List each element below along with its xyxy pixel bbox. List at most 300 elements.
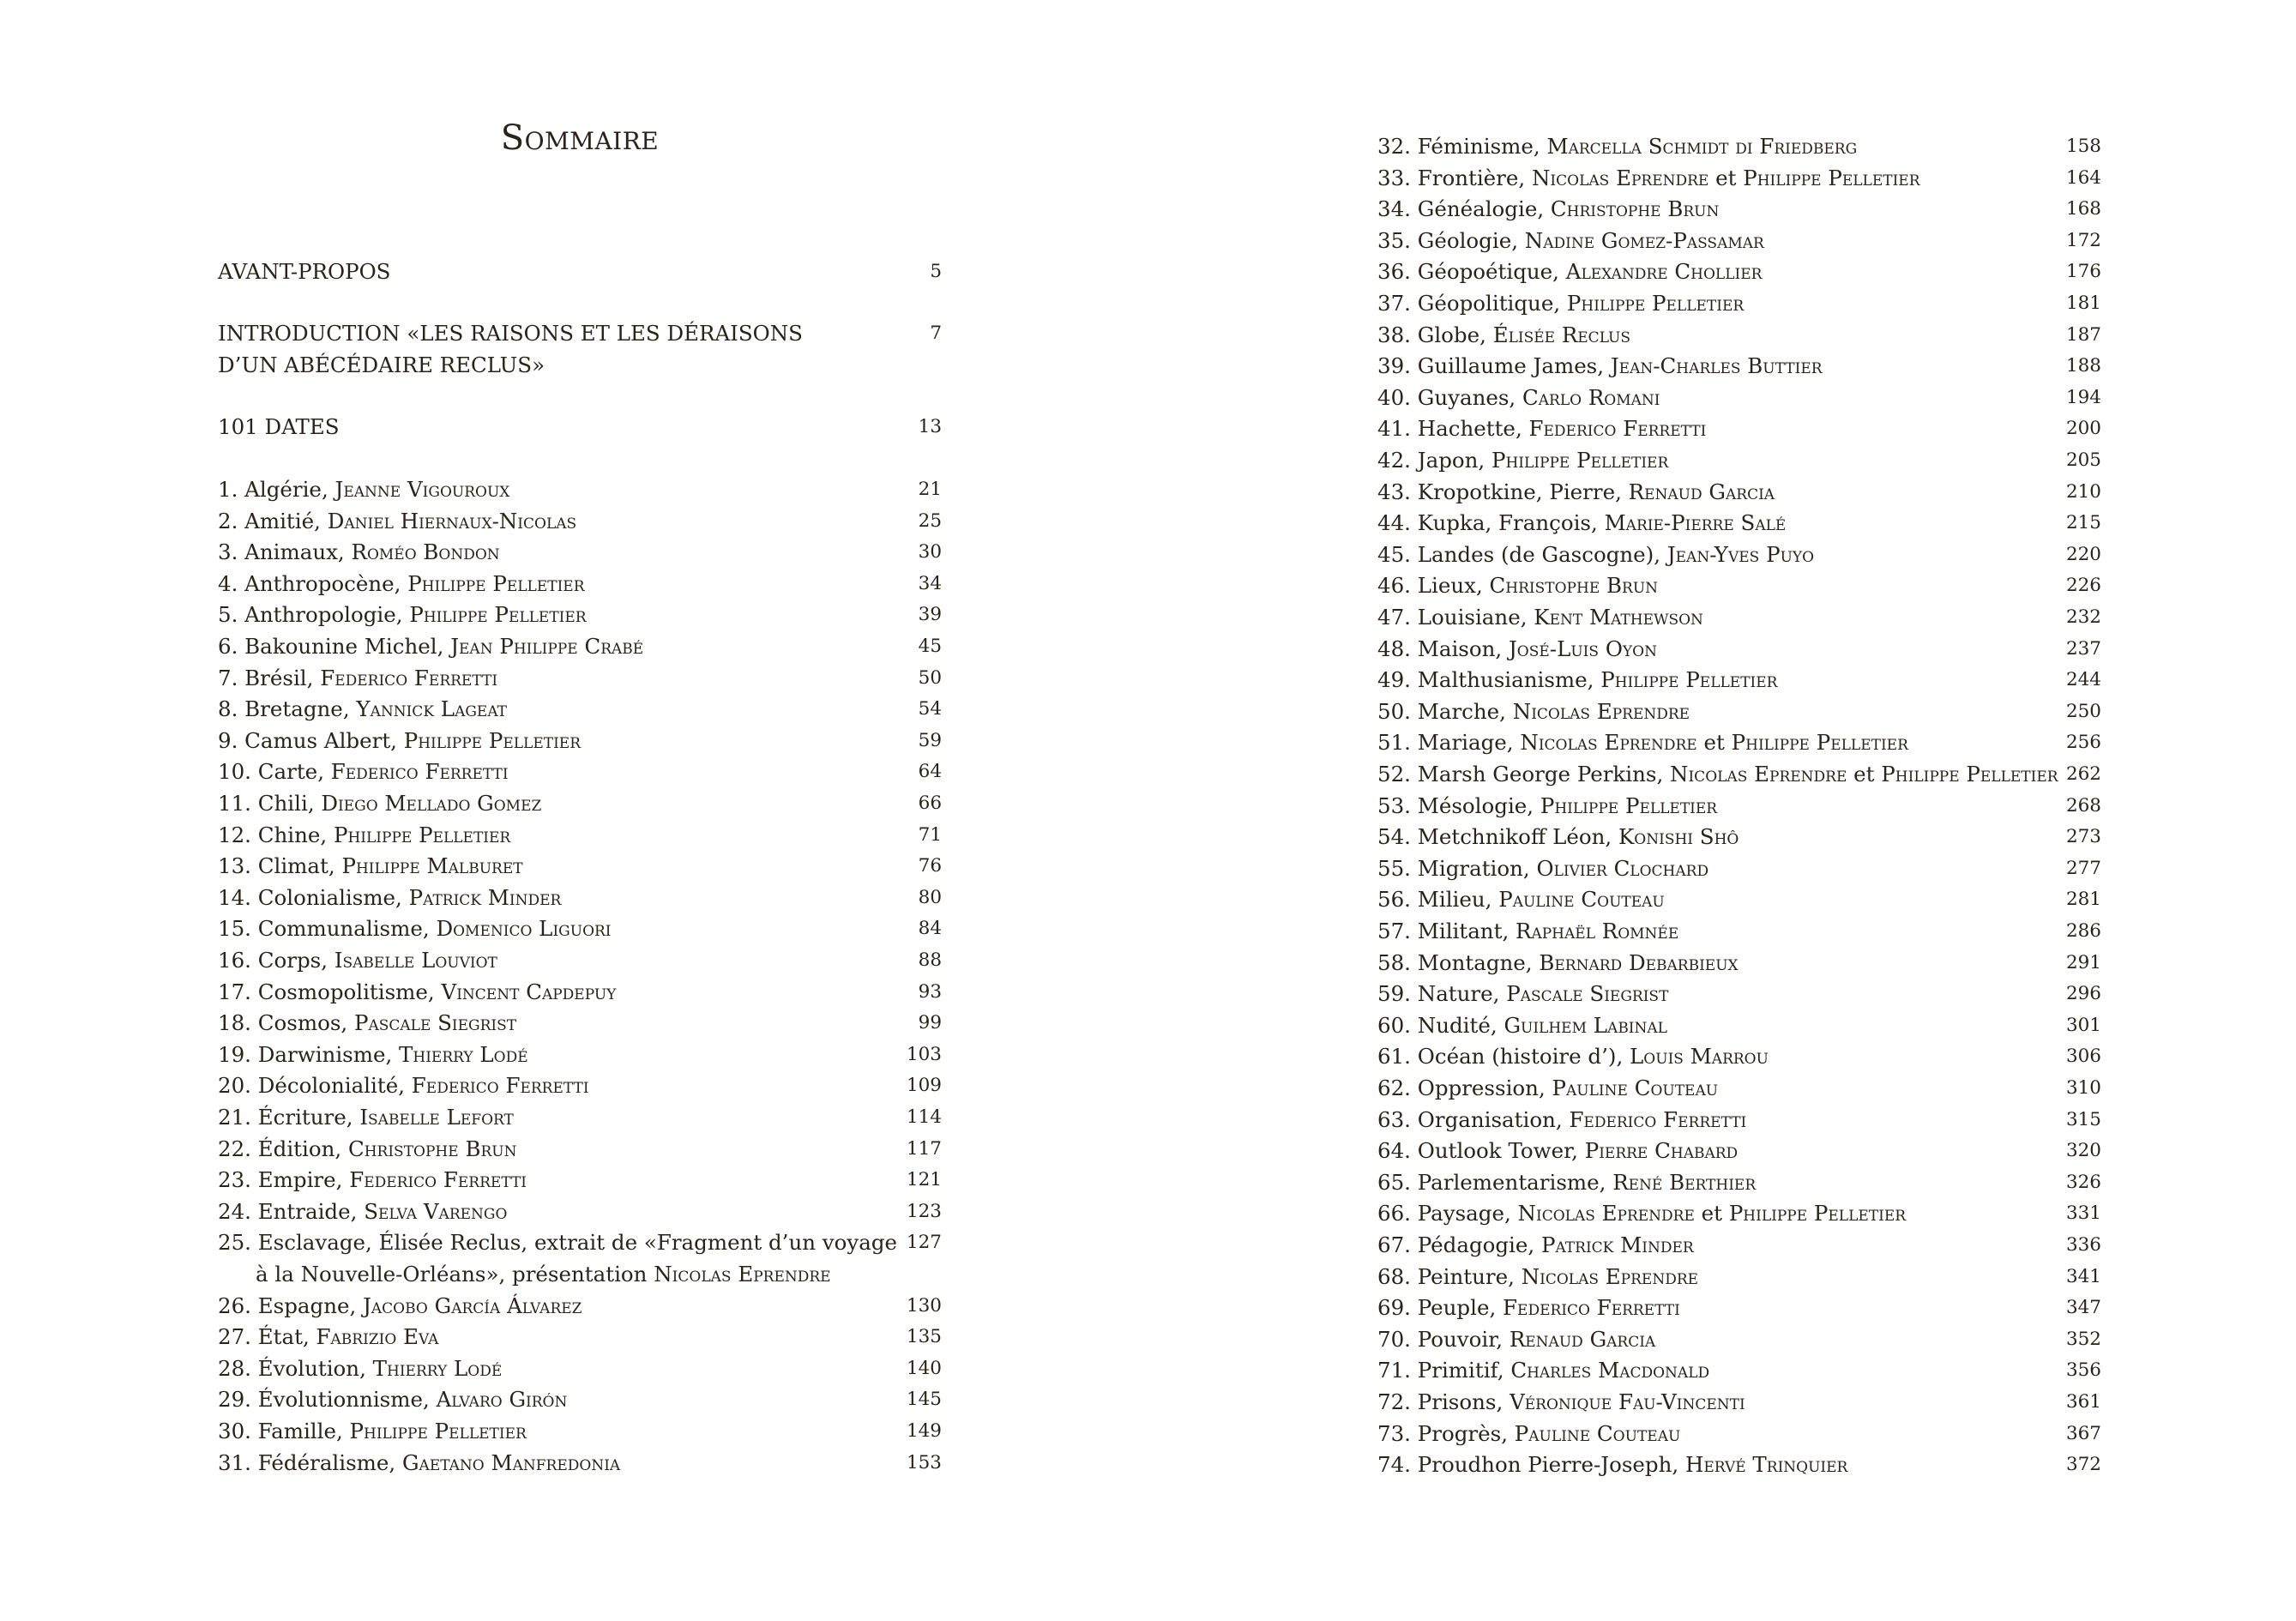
toc-entry[interactable] — [218, 1322, 942, 1353]
page-number: 66 — [918, 792, 942, 814]
page-number: 168 — [2065, 198, 2101, 220]
entry-number: 37. — [1377, 291, 1418, 316]
toc-entry[interactable] — [1377, 822, 2101, 853]
entry-author: Federico Ferretti — [411, 1073, 589, 1099]
toc-entry[interactable] — [1377, 445, 2101, 477]
toc-entry[interactable] — [1377, 1041, 2101, 1073]
entry-number: 22. — [218, 1136, 258, 1161]
page-number: 99 — [918, 1012, 942, 1034]
page-number: 310 — [2065, 1077, 2101, 1099]
toc-entry[interactable] — [218, 883, 942, 914]
entry-number: 58. — [1377, 949, 1418, 975]
page-number: 172 — [2065, 229, 2101, 251]
toc-entry[interactable] — [1377, 1419, 2101, 1450]
toc-entry-text: 48. Maison, José-Luis Oyon — [1377, 636, 1657, 661]
entry-author: Thierry Lodé — [372, 1355, 503, 1381]
entry-number: 21. — [218, 1105, 258, 1130]
entry-subject: Kupka, François — [1417, 510, 1591, 536]
entry-subject: Chili — [257, 791, 308, 816]
entry-number: 26. — [218, 1293, 258, 1318]
page-number: 71 — [918, 823, 942, 846]
entry-author: Patrick Minder — [408, 884, 562, 910]
toc-entry-text: 31. Fédéralisme, Gaetano Manfredonia — [218, 1449, 621, 1475]
entry-subject: Esclavage, Élisée Reclus, extrait de «Fragment d’un voyage — [257, 1230, 898, 1256]
entry-number: 42. — [1377, 448, 1418, 473]
toc-entry-text: 71. Primitif, Charles Macdonald — [1377, 1358, 1710, 1383]
toc-entry[interactable] — [1377, 853, 2101, 885]
toc-entry[interactable] — [218, 1070, 942, 1102]
entry-author: Christophe Brun — [347, 1136, 517, 1161]
entry-subject: Espagne — [257, 1293, 350, 1318]
toc-entry[interactable] — [218, 1134, 942, 1166]
entry-number: 17. — [218, 979, 258, 1004]
page-number: 135 — [906, 1326, 942, 1348]
toc-entry[interactable] — [1377, 413, 2101, 445]
toc-entry[interactable] — [218, 1291, 942, 1323]
entry-number: 74. — [1377, 1452, 1418, 1478]
toc-entry[interactable] — [218, 913, 942, 945]
page-number: 326 — [2065, 1171, 2101, 1193]
toc-entry-text: 59. Nature, Pascale Siegrist — [1377, 981, 1669, 1007]
entry-subject: Guillaume James — [1417, 353, 1598, 379]
entry-author: Hervé Trinquier — [1684, 1452, 1848, 1478]
toc-entry[interactable] — [218, 631, 942, 663]
toc-entry-text: 47. Louisiane, Kent Mathewson — [1377, 605, 1703, 630]
entry-subject: Frontière — [1417, 165, 1519, 190]
page-number: 273 — [2065, 826, 2101, 848]
entry-number: 1. — [218, 477, 245, 502]
entry-author: Domenico Liguori — [436, 916, 612, 942]
entry-number: 57. — [1377, 919, 1418, 943]
entry-number: 68. — [1377, 1263, 1418, 1289]
entry-subject: Chine — [257, 822, 321, 847]
toc-entry-text: 15. Communalisme, Domenico Liguori — [218, 916, 612, 942]
toc-entry[interactable] — [1377, 477, 2101, 509]
toc-entry[interactable] — [218, 851, 942, 883]
entry-subject: Migration — [1417, 855, 1523, 881]
entry-author: Jean Philippe Crabé — [450, 634, 644, 659]
entry-subject: Fédéralisme — [257, 1449, 389, 1475]
entry-number: 70. — [1377, 1326, 1418, 1352]
entry-author: Philippe Pelletier — [403, 727, 582, 753]
toc-entry[interactable] — [218, 1008, 942, 1039]
entry-subject: Amitié — [244, 508, 315, 533]
toc-entry-text: 26. Espagne, Jacobo García Álvarez — [218, 1293, 582, 1318]
entry-subject: Famille — [257, 1419, 336, 1443]
page-number: 84 — [918, 918, 942, 940]
toc-entry-text: 70. Pouvoir, Renaud Garcia — [1377, 1326, 1656, 1352]
toc-entry[interactable] — [1377, 696, 2101, 728]
toc-101-dates[interactable] — [218, 412, 942, 443]
toc-entry[interactable] — [218, 1448, 942, 1479]
entry-subject: Communalisme — [257, 916, 423, 942]
entry-author: Carlo Romani — [1522, 384, 1660, 410]
entry-author: Élisée Reclus — [1492, 322, 1631, 347]
toc-entry[interactable] — [218, 1165, 942, 1196]
toc-entry[interactable] — [1377, 948, 2101, 979]
entry-number: 53. — [1377, 792, 1418, 818]
entry-author: Christophe Brun — [1489, 573, 1659, 599]
entry-author: Fabrizio Eva — [316, 1324, 439, 1350]
page-number: 277 — [2065, 857, 2101, 879]
toc-entry[interactable] — [218, 474, 942, 506]
toc-entry-text: 38. Globe, Élisée Reclus — [1377, 322, 1631, 347]
page-number: 80 — [918, 886, 942, 908]
toc-entry-text: 20. Décolonialité, Federico Ferretti — [218, 1073, 589, 1099]
page-number: 237 — [2065, 637, 2101, 660]
toc-entry[interactable] — [1377, 1136, 2101, 1167]
toc-entry[interactable] — [1377, 383, 2101, 414]
entry-author: Charles Macdonald — [1510, 1358, 1710, 1383]
entry-number: 16. — [218, 948, 258, 973]
toc-entry-text: 46. Lieux, Christophe Brun — [1377, 573, 1659, 599]
entry-author: Federico Ferretti — [349, 1167, 527, 1193]
entry-subject: Décolonialité — [257, 1073, 399, 1099]
entry-author: Kent Mathewson — [1534, 605, 1703, 630]
page-number: 226 — [2065, 575, 2101, 597]
entry-number: 54. — [1377, 824, 1418, 850]
entry-subject: Militant — [1417, 919, 1503, 943]
toc-entry-text: 60. Nudité, Guilhem Labinal — [1377, 1012, 1667, 1038]
toc-entry-text: 21. Écriture, Isabelle Lefort — [218, 1105, 514, 1130]
entry-subject: Anthropologie — [244, 602, 396, 628]
toc-entry-text: 68. Peinture, Nicolas Eprendre — [1377, 1263, 1699, 1289]
page-number: 76 — [918, 855, 942, 877]
entry-number: 63. — [1377, 1106, 1418, 1132]
toc-entry[interactable] — [1377, 1105, 2101, 1136]
toc-entry[interactable] — [1377, 194, 2101, 226]
toc-entry[interactable] — [218, 726, 942, 757]
toc-entry[interactable] — [1377, 351, 2101, 383]
toc-entry-text: 10. Carte, Federico Ferretti — [218, 759, 509, 785]
entry-number: 43. — [1377, 479, 1418, 504]
toc-entry[interactable] — [1377, 916, 2101, 948]
entry-author: Raphaël Romnée — [1516, 919, 1679, 943]
entry-author: Nicolas Eprendre — [1531, 165, 1709, 190]
page-number: 194 — [2065, 386, 2101, 408]
entry-author: Philippe Pelletier — [409, 602, 587, 628]
entry-number: 69. — [1377, 1295, 1418, 1321]
entry-subject: Géopolitique — [1417, 291, 1554, 316]
page-number: 5 — [930, 261, 942, 282]
entry-number: 36. — [1377, 259, 1418, 285]
page-number: 164 — [2065, 166, 2101, 189]
entry-author: Philippe Pelletier — [1491, 448, 1669, 473]
toc-entry[interactable] — [1377, 791, 2101, 823]
toc-entry[interactable] — [218, 1416, 942, 1448]
entry-author: Philippe Pelletier — [1600, 667, 1778, 693]
entry-number: 41. — [1377, 416, 1418, 442]
toc-entry[interactable] — [218, 600, 942, 631]
toc-entry-text: 55. Migration, Olivier Clochard — [1377, 855, 1709, 881]
page-title: Sommaire — [500, 118, 660, 158]
page-number: 372 — [2065, 1454, 2101, 1476]
toc-entry[interactable] — [218, 1384, 942, 1416]
entry-subject: Camus Albert — [244, 727, 391, 753]
page-number: 114 — [906, 1106, 942, 1128]
page-number: 205 — [2065, 449, 2101, 471]
entry-author: Roméo Bondon — [351, 539, 500, 565]
toc-entry[interactable] — [218, 1227, 942, 1290]
page-number: 210 — [2065, 480, 2101, 503]
entry-number: 39. — [1377, 353, 1418, 379]
toc-entry-text: 65. Parlementarisme, René Berthier — [1377, 1169, 1757, 1195]
page-number: 341 — [2065, 1265, 2101, 1287]
entry-number: 23. — [218, 1167, 258, 1193]
page-number: 220 — [2065, 543, 2101, 565]
entry-author: Selva Varengo — [364, 1198, 508, 1224]
entry-number: 3. — [218, 539, 245, 565]
toc-entry[interactable] — [1377, 508, 2101, 539]
toc-entry[interactable] — [1377, 759, 2101, 791]
toc-entry-text: 23. Empire, Federico Ferretti — [218, 1167, 527, 1193]
page-number: 336 — [2065, 1234, 2101, 1256]
entry-author: Diego Mellado Gomez — [321, 791, 542, 816]
toc-entry[interactable] — [1377, 1387, 2101, 1419]
entry-author: Federico Ferretti — [1503, 1295, 1680, 1321]
page-number: 123 — [906, 1200, 942, 1222]
page-number: 127 — [906, 1232, 942, 1254]
toc-entry-text: 69. Peuple, Federico Ferretti — [1377, 1295, 1680, 1321]
entry-number: 31. — [218, 1449, 258, 1475]
toc-entry[interactable] — [1377, 1324, 2101, 1356]
page-number: 25 — [918, 509, 942, 532]
entry-number: 14. — [218, 884, 258, 910]
page-number: 13 — [918, 416, 942, 437]
toc-entry[interactable] — [218, 1102, 942, 1134]
toc-entry[interactable] — [1377, 256, 2101, 288]
entry-number: 7. — [218, 665, 245, 690]
toc-entry[interactable] — [1377, 1355, 2101, 1387]
entry-number: 51. — [1377, 730, 1418, 756]
entry-author: Yannick Lageat — [356, 696, 508, 722]
toc-entry-text: 52. Marsh George Perkins, Nicolas Eprendre et Philippe Pelletier — [1377, 762, 2058, 786]
toc-entry-text: 39. Guillaume James, Jean-Charles Buttier — [1377, 353, 1823, 379]
entry-author: Philippe Pelletier — [349, 1419, 527, 1443]
toc-entry-text: 1. Algérie, Jeanne Vigouroux — [218, 477, 510, 502]
toc-entry[interactable] — [218, 1353, 942, 1385]
toc-entry-text: 32. Féminisme, Marcella Schmidt di Friedberg — [1377, 134, 1858, 159]
entry-number: 18. — [218, 1010, 258, 1036]
toc-entry-text: 13. Climat, Philippe Malburet — [218, 853, 523, 879]
page-number: 262 — [2065, 763, 2101, 785]
page-number: 187 — [2065, 323, 2101, 346]
toc-entry-text: 44. Kupka, François, Marie-Pierre Salé — [1377, 510, 1787, 536]
entry-number: 34. — [1377, 196, 1418, 222]
toc-entry[interactable] — [218, 977, 942, 1009]
entry-number: 59. — [1377, 981, 1418, 1007]
toc-entry-text: 35. Géologie, Nadine Gomez-Passamar — [1377, 227, 1764, 253]
toc-entry[interactable] — [1377, 634, 2101, 666]
entry-number: 29. — [218, 1387, 258, 1413]
entry-subject: Bakounine Michel — [244, 634, 437, 659]
entry-author: Philippe Pelletier — [1731, 730, 1908, 756]
toc-entry[interactable] — [1377, 1230, 2101, 1262]
toc-entry[interactable] — [1377, 727, 2101, 759]
entry-number: 32. — [1377, 134, 1418, 159]
toc-entry-text: 22. Édition, Christophe Brun — [218, 1136, 517, 1161]
toc-entry[interactable] — [1377, 1262, 2101, 1293]
toc-entry-text: 12. Chine, Philippe Pelletier — [218, 822, 511, 847]
entry-number: 66. — [1377, 1201, 1418, 1226]
toc-entry-text: 50. Marche, Nicolas Eprendre — [1377, 698, 1690, 724]
entry-subject: Évolution — [257, 1355, 360, 1381]
entry-subject: Oppression — [1417, 1076, 1539, 1100]
toc-entry-text: 63. Organisation, Federico Ferretti — [1377, 1106, 1747, 1132]
toc-entry[interactable] — [1377, 226, 2101, 257]
toc-entry-text: 51. Mariage, Nicolas Eprendre et Philippe Pelletier — [1377, 730, 1908, 756]
toc-entry[interactable] — [1377, 1449, 2101, 1481]
toc-entry[interactable] — [218, 1196, 942, 1228]
entry-author: Philippe Pelletier — [1540, 792, 1718, 818]
page-number: 352 — [2065, 1328, 2101, 1350]
page-number: 301 — [2065, 1014, 2101, 1036]
entry-author: Jacobo García Álvarez — [363, 1293, 582, 1318]
entry-subject: Metchnikoff Léon — [1417, 824, 1606, 850]
entry-subject: Cosmos — [257, 1010, 341, 1036]
entry-author: Nicolas Eprendre — [1520, 730, 1697, 756]
entry-number: 56. — [1377, 887, 1418, 913]
toc-entry-text: 16. Corps, Isabelle Louviot — [218, 948, 497, 973]
entry-subject: Peuple — [1417, 1295, 1490, 1321]
entry-author: Christophe Brun — [1550, 196, 1720, 222]
toc-entry[interactable] — [218, 945, 942, 977]
toc-entry[interactable] — [218, 820, 942, 852]
toc-entry[interactable] — [1377, 539, 2101, 571]
toc-entry-text: 62. Oppression, Pauline Couteau — [1377, 1076, 1719, 1100]
toc-entry[interactable] — [1377, 1167, 2101, 1199]
toc-entry[interactable] — [1377, 1010, 2101, 1042]
entry-author: Philippe Pelletier — [1743, 165, 1920, 190]
page-number: 367 — [2065, 1422, 2101, 1444]
page-number: 103 — [906, 1043, 942, 1065]
toc-entry[interactable] — [1377, 1198, 2101, 1230]
toc-entry-text: 4. Anthropocène, Philippe Pelletier — [218, 570, 585, 596]
toc-entry[interactable] — [218, 506, 942, 538]
entry-number: 12. — [218, 822, 258, 847]
toc-entry-text — [218, 1227, 897, 1290]
toc-entry-text: 27. État, Fabrizio Eva — [218, 1324, 439, 1350]
toc-entry[interactable] — [218, 788, 942, 820]
entry-author: Philippe Pelletier — [333, 822, 511, 847]
page-number: 347 — [2065, 1297, 2101, 1319]
entry-author: Bernard Debarbieux — [1539, 949, 1739, 975]
toc-entry[interactable] — [1377, 665, 2101, 696]
toc-entry-text: 42. Japon, Philippe Pelletier — [1377, 448, 1669, 473]
page-number: 232 — [2065, 606, 2101, 628]
entry-subject: Organisation — [1417, 1106, 1556, 1132]
entry-author: Nadine Gomez-Passamar — [1524, 227, 1764, 253]
page-number: 181 — [2065, 292, 2101, 314]
page-number: 34 — [918, 572, 942, 594]
toc-entry[interactable] — [1377, 320, 2101, 352]
page-number: 39 — [918, 604, 942, 626]
toc-introduction[interactable] — [218, 318, 942, 381]
entry-author: Nicolas Eprendre — [1521, 1263, 1699, 1289]
entry-subject: Mésologie — [1417, 792, 1528, 818]
entry-subject: Nature — [1417, 981, 1493, 1007]
entry-subject: Montagne — [1417, 949, 1526, 975]
toc-entry-text: 2. Amitié, Daniel Hiernaux-Nicolas — [218, 508, 577, 533]
entry-author: José-Luis Oyon — [1508, 636, 1657, 661]
toc-entry-text: 28. Évolution, Thierry Lodé — [218, 1355, 503, 1381]
entry-subject: Marche — [1417, 698, 1500, 724]
toc-entry[interactable] — [218, 663, 942, 695]
entry-author: Federico Ferretti — [1528, 416, 1707, 442]
entry-subject: Féminisme — [1417, 134, 1534, 159]
entry-subject: Cosmopolitisme — [257, 979, 428, 1004]
toc-entry-text: 67. Pédagogie, Patrick Minder — [1377, 1232, 1694, 1257]
entry-number: 30. — [218, 1419, 258, 1443]
toc-entry-text: 8. Bretagne, Yannick Lageat — [218, 696, 508, 722]
toc-entry-text: 18. Cosmos, Pascale Siegrist — [218, 1010, 517, 1036]
entry-author: Pauline Couteau — [1552, 1076, 1719, 1100]
entry-subject: Océan (histoire d’) — [1417, 1044, 1617, 1070]
entry-subject: Milieu — [1417, 887, 1485, 913]
toc-entry[interactable] — [218, 537, 942, 569]
entry-number: 19. — [218, 1041, 258, 1067]
page-number: 286 — [2065, 920, 2101, 942]
toc-entry-text: 37. Géopolitique, Philippe Pelletier — [1377, 291, 1745, 316]
entry-number: 40. — [1377, 384, 1418, 410]
entry-subject-continued: à la Nouvelle-Orléans», présentation — [256, 1261, 654, 1287]
entry-author: Nicolas Eprendre — [654, 1261, 831, 1287]
toc-entry[interactable] — [218, 756, 942, 788]
toc-entry[interactable] — [1377, 163, 2101, 195]
toc-entry[interactable] — [1377, 131, 2101, 163]
toc-entry[interactable] — [1377, 1073, 2101, 1105]
page-number: 361 — [2065, 1391, 2101, 1413]
entry-subject: Kropotkine, Pierre — [1417, 479, 1616, 504]
entry-author: Louis Marrou — [1630, 1044, 1769, 1070]
page-number: 59 — [918, 729, 942, 751]
entry-subject: Prisons — [1417, 1389, 1497, 1414]
toc-entry-text: 64. Outlook Tower, Pierre Chabard — [1377, 1138, 1739, 1164]
toc-entry[interactable] — [218, 1039, 942, 1071]
entry-author: Jean-Charles Buttier — [1610, 353, 1823, 379]
entry-number: 65. — [1377, 1169, 1418, 1195]
entry-author: Renaud Garcia — [1509, 1326, 1656, 1352]
page-number: 30 — [918, 541, 942, 563]
entry-subject: Malthusianisme — [1417, 667, 1588, 693]
toc-entry[interactable] — [1377, 570, 2101, 602]
toc-entry[interactable] — [1377, 1293, 2101, 1324]
entry-subject: Corps — [257, 948, 322, 973]
toc-entry[interactable] — [1377, 884, 2101, 916]
entry-subject: Brésil — [244, 665, 307, 690]
toc-entry[interactable] — [1377, 979, 2101, 1010]
toc-avant-propos[interactable] — [218, 256, 942, 288]
entry-subject: Proudhon Pierre-Joseph — [1417, 1452, 1672, 1478]
toc-entry-text: 11. Chili, Diego Mellado Gomez — [218, 791, 542, 816]
entry-subject: État — [257, 1324, 303, 1350]
entry-subject: Globe — [1417, 322, 1480, 347]
entry-number: 13. — [218, 853, 258, 879]
toc-entry-text: 72. Prisons, Véronique Fau-Vincenti — [1377, 1389, 1745, 1414]
entry-number: 73. — [1377, 1420, 1418, 1446]
toc-entry-text: 6. Bakounine Michel, Jean Philippe Crabé — [218, 634, 644, 659]
entry-number: 20. — [218, 1073, 258, 1099]
toc-entry[interactable] — [218, 569, 942, 600]
page-number: 268 — [2065, 794, 2101, 817]
toc-entry[interactable] — [218, 694, 942, 726]
page-number: 145 — [906, 1389, 942, 1411]
entry-number: 72. — [1377, 1389, 1418, 1414]
toc-entry[interactable] — [1377, 288, 2101, 320]
toc-label: 101 DATES — [218, 414, 340, 439]
entry-number: 50. — [1377, 698, 1418, 724]
toc-entry[interactable] — [1377, 602, 2101, 634]
